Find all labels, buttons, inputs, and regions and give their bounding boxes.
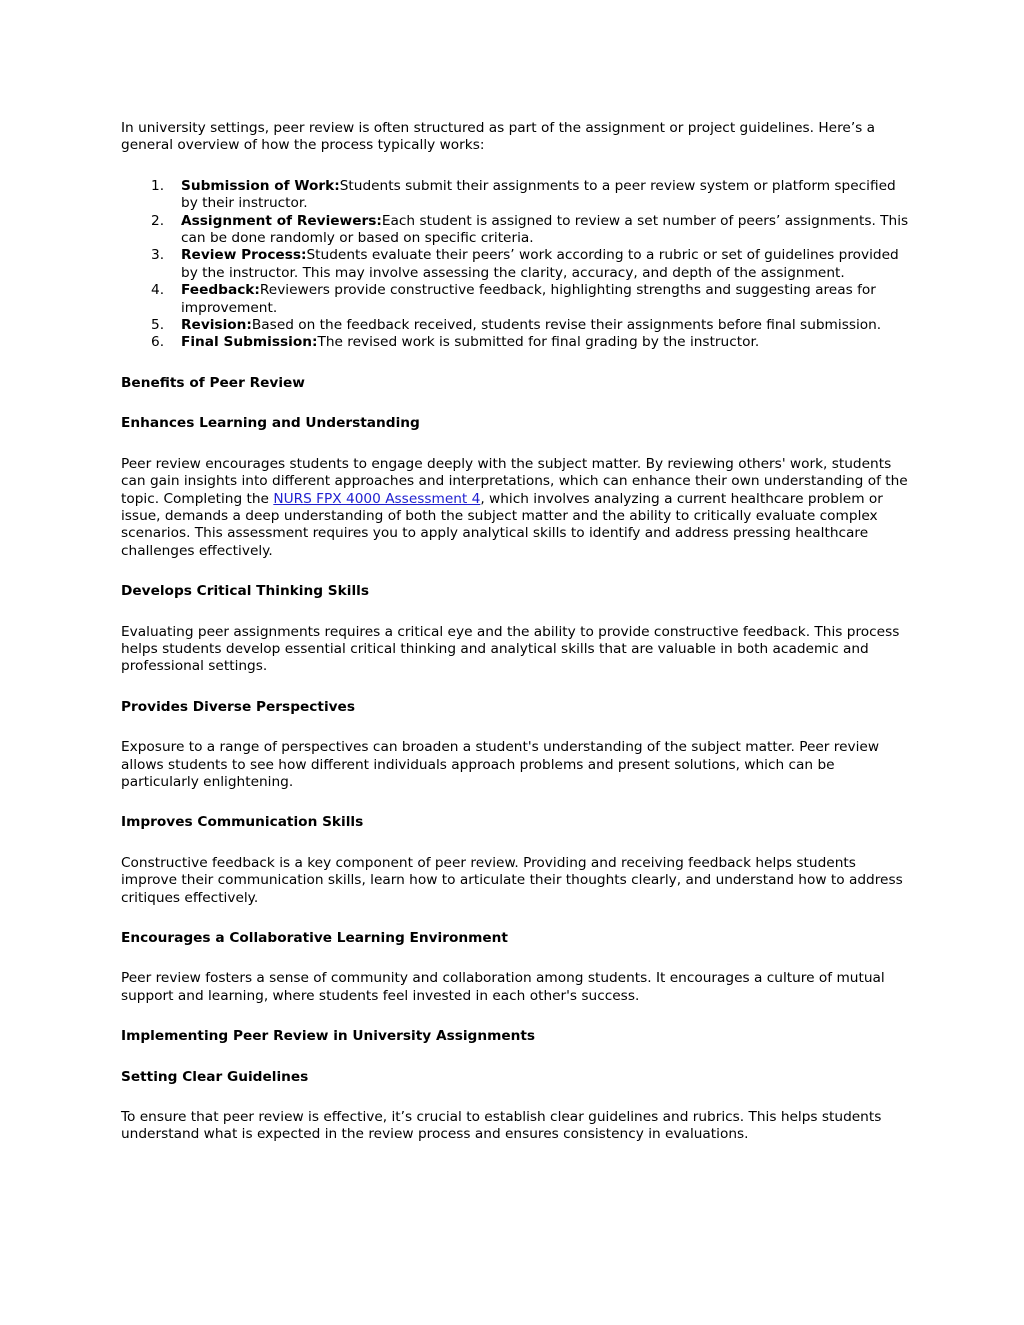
learning-paragraph xyxy=(121,456,911,560)
assessment-link[interactable]: NURS FPX 4000 Assessment 4 xyxy=(273,490,481,507)
perspectives-paragraph: Exposure to a range of perspectives can broaden a student's understanding of the subject matter. Peer review allows students to see how different individuals approach problems and present solutions, which can be particularly enlightening. xyxy=(121,739,880,790)
perspectives-heading: Provides Diverse Perspectives xyxy=(121,698,355,715)
communication-heading: Improves Communication Skills xyxy=(121,814,364,831)
step-text: Each student is assigned to review a set number of peers’ assignments. This can be done randomly or based on specific criteria. xyxy=(181,212,909,247)
intro-paragraph: In university settings, peer review is often structured as part of the assignment or project guidelines. Here’s a general overview of how the process typically works: xyxy=(121,120,876,154)
step-text: Students submit their assignments to a peer review system or platform specified by their instructor. xyxy=(181,177,896,212)
step-title: Revision: xyxy=(181,317,252,334)
learning-text-before: Peer review encourages students to engage deeply with the subject matter. By reviewing others' work, students can gain insights into different approaches and interpretations, which can enhance their own understanding of the topic. Completing the xyxy=(121,455,908,507)
step-text: Students evaluate their peers’ work according to a rubric or set of guidelines provided by the instructor. This may involve assessing the clarity, accuracy, and depth of the assignment. xyxy=(181,247,899,281)
critical-heading: Develops Critical Thinking Skills xyxy=(121,583,369,600)
implementing-heading: Implementing Peer Review in University Assignments xyxy=(121,1028,536,1045)
step-title: Final Submission: xyxy=(181,334,318,351)
communication-paragraph: Constructive feedback is a key component of peer review. Providing and receiving feedback helps students improve their communication skills, learn how to articulate their thoughts clearly, and understand how to address critiques effectively. xyxy=(121,854,903,906)
learning-text-after: , which involves analyzing a current healthcare problem or issue, demands a deep understanding of both the subject matter and the ability to critically evaluate complex scenarios. This assessment requires you to apply analytical skills to identify and address pressing healthcare challenges effectively. xyxy=(121,490,883,559)
step-title: Submission of Work: xyxy=(181,177,340,194)
collaborative-heading: Encourages a Collaborative Learning Environment xyxy=(121,930,508,946)
step-title: Assignment of Reviewers: xyxy=(181,212,382,229)
guidelines-paragraph: To ensure that peer review is effective, it’s crucial to establish clear guidelines and rubrics. This helps students understand what is expected in the review process and ensures consistency in evaluations. xyxy=(121,1109,882,1143)
step-text: Reviewers provide constructive feedback, highlighting strengths and suggesting areas for improvement. xyxy=(181,282,876,316)
critical-paragraph: Evaluating peer assignments requires a critical eye and the ability to provide constructive feedback. This process helps students develop essential critical thinking and analytical skills that are valuable in both academic and professional settings. xyxy=(121,623,900,675)
list-item xyxy=(181,317,911,334)
document-page xyxy=(121,120,911,1167)
step-title: Review Process: xyxy=(181,247,307,264)
list-item xyxy=(181,282,911,317)
learning-heading: Enhances Learning and Understanding xyxy=(121,415,420,432)
list-item xyxy=(181,334,911,351)
process-steps-list xyxy=(121,178,911,352)
step-title: Feedback: xyxy=(181,282,260,299)
step-text: The revised work is submitted for final grading by the instructor. xyxy=(317,334,760,351)
list-item xyxy=(181,247,911,282)
list-item xyxy=(181,178,911,213)
benefits-heading: Benefits of Peer Review xyxy=(121,374,305,391)
guidelines-heading: Setting Clear Guidelines xyxy=(121,1068,309,1085)
collaborative-paragraph: Peer review fosters a sense of community and collaboration among students. It encourages a culture of mutual support and learning, where students feel invested in each other's success. xyxy=(121,970,885,1004)
step-text: Based on the feedback received, students revise their assignments before final submission. xyxy=(251,317,882,334)
list-item xyxy=(181,213,911,248)
